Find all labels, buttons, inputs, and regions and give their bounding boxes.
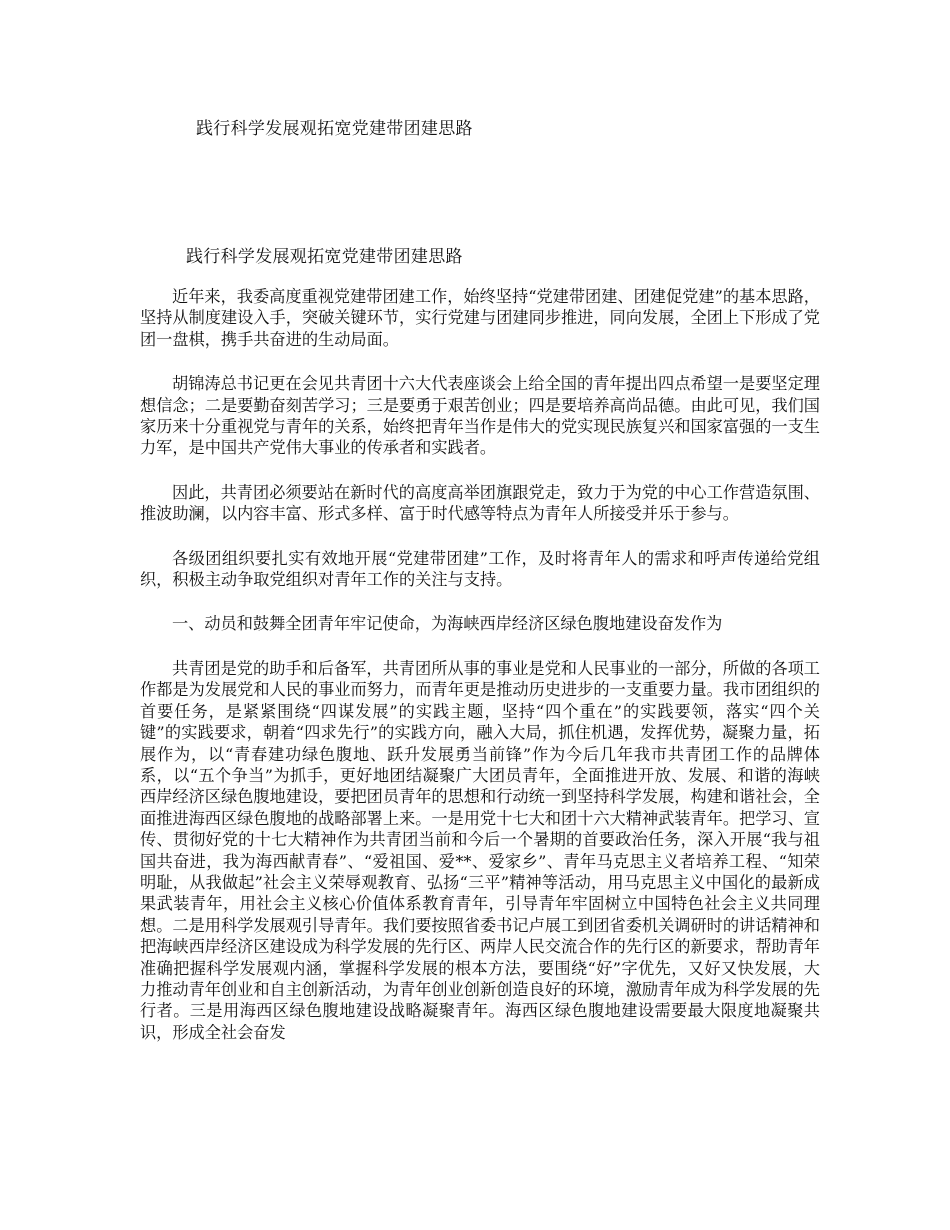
paragraph-intro: 近年来，我委高度重视党建带团建工作，始终坚持“党建带团建、团建促党建”的基本思路，坚持从制度建设入手，突破关键环节，实行党建与团建同步推进，同向发展，全团上下形成了党团一盘棋，携手共奋进的生动局面。: [140, 287, 820, 349]
paragraph-hopes: 胡锦涛总书记更在会见共青团十六大代表座谈会上给全国的青年提出四点希望一是要坚定理想信念；二是要勤奋刻苦学习；三是要勇于艰苦创业；四是要培养高尚品德。由此可见，我们国家历来十分重视党与青年的关系，始终把青年当作是伟大的党实现民族复兴和国家富强的一支生力军，是中国共产党伟大事业的传承者和实践者。: [140, 374, 820, 458]
paragraph-organizations: 各级团组织要扎实有效地开展“党建带团建”工作，及时将青年人的需求和呼声传递给党组织，积极主动争取党组织对青年工作的关注与支持。: [140, 548, 820, 590]
header-title: 践行科学发展观拓宽党建带团建思路: [196, 119, 473, 139]
document-body: [140, 286, 820, 1066]
paragraph-section-one: 共青团是党的助手和后备军，共青团所从事的事业是党和人民事业的一部分，所做的各项工作都是为发展党和人民的事业而努力，而青年更是推动历史进步的一支重要力量。我市团组织的首要任务，是紧紧围绕“四谋发展”的实践主题，坚持“四个重在”的实践要领，落实“四个关键”的实践要求，朝着“四求先行”的实践方向，融入大局，抓住机遇，发挥优势，凝聚力量，拓展作为，以“青春建功绿色腹地、跃升发展勇当前锋”作为今后几年我市共青团工作的品牌体系，以“五个争当”为抓手，更好地团结凝聚广大团员青年，全面推进开放、发展、和谐的海峡西岸经济区绿色腹地建设，要把团员青年的思想和行动统一到坚持科学发展，构建和谐社会，全面推进海西区绿色腹地的战略部署上来。一是用党十七大和团十六大精神武装青年。把学习、宣传、贯彻好党的十七大精神作为共青团当前和今后一个暑期的首要政治任务，深入开展“我与祖国共奋进，我为海西献青春”、“爱祖国、爱**、爱家乡”、青年马克思主义者培养工程、“知荣明耻，从我做起”社会主义荣辱观教育、弘扬“三平”精神等活动，用马克思主义中国化的最新成果武装青年，用社会主义核心价值体系教育青年，引导青年牢固树立中国特色社会主义共同理想。二是用科学发展观引导青年。我们要按照省委书记卢展工到团省委机关调研时的讲话精神和把海峡西岸经济区建设成为科学发展的先行区、两岸人民交流合作的先行区的新要求，帮助青年准确把握科学发展观内涵，掌握科学发展的根本方法，要围绕“好”字优先，又好又快发展，大力推动青年创业和自主创新活动，为青年创业创新创造良好的环境，激励青年成为科学发展的先行者。三是用海西区绿色腹地建设战略凝聚青年。海西区绿色腹地建设需要最大限度地凝聚共识，形成全社会奋发: [140, 658, 820, 1042]
paragraph-therefore: 因此，共青团必须要站在新时代的高度高举团旗跟党走，致力于为党的中心工作营造氛围、推波助澜，以内容丰富、形式多样、富于时代感等特点为青年人所接受并乐于参与。: [140, 482, 820, 524]
body-title: 践行科学发展观拓宽党建带团建思路: [186, 247, 463, 267]
section-heading: 一、动员和鼓舞全团青年牢记使命，为海峡西岸经济区绿色腹地建设奋发作为: [172, 614, 723, 634]
